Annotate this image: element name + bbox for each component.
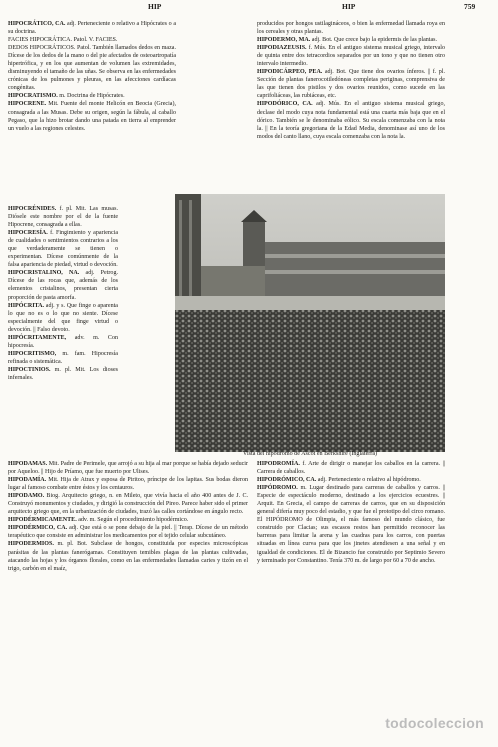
watermark-logo: todocoleccion [385, 715, 484, 731]
entry-definition: m. pl. Mit. Los dioses infernales. [8, 366, 118, 381]
dictionary-entry [8, 460, 248, 476]
entry-definition: adj. y s. Que finge o aparenta lo que no es o lo que no siente. Dícese especialmente del que finge virtud o devoción. || Falso devoto. [8, 302, 118, 333]
entry-definition: adv. m. Con hipocresía. [8, 334, 118, 349]
entry-definition: f. pl. Mit. Las musas. Diósele este nombre por el de la fuente Hipocrene, consagrada a ellas. [8, 206, 118, 229]
entry-definition: m. Lugar destinado para carreras de caballos y carros. || Especie de espectáculo moderno, destinado a los ejercicios ecuestres. || Arquit. En Grecia, el campo de carreras de carros, que en su disposición general difería muy poco del estadio, y que fue el prototipo del circo romano. El HIPÓDROMO de Olimpia, el más famoso del mundo clásico, fue construido por Clacias; sus escasos restos han permitido reconocer las barreras para limitar la arena y las cuadras para los carros, con puertas situadas en línea curva para que los jinetes atendiesen a una señal y en igualdad de condiciones. El de Bizancio fue construido por Septimio Severo y terminado por Constantino. Tenía 370 m. de largo por 60 a 70 de ancho. [257, 485, 445, 564]
dictionary-entry [257, 68, 445, 100]
entry-definition: Mit. Hija de Atrax y esposa de Piritoo, príncipe de los lapitas. Sus bodas dieron lugar al famoso combate entre éstos y los centauros. [8, 477, 248, 492]
dictionary-entry [8, 540, 248, 572]
dictionary-entry [8, 524, 248, 540]
dictionary-entry [8, 229, 118, 269]
entry-definition: adj. Perteneciente o relativo al hipódromo. [316, 477, 421, 484]
entry-headword: HIPODERMO, MA. [257, 37, 311, 44]
entry-headword: HIPODAMÍA. [8, 477, 47, 484]
entry-headword: HIPODICÁRPEO, PEA. [257, 69, 323, 76]
entry-headword: HIPÓCRITAMENTE, [8, 334, 67, 341]
entry-headword: HIPODRÓMICO, CA. [257, 477, 317, 484]
dictionary-entry [257, 36, 445, 44]
dictionary-entry [8, 44, 176, 92]
entry-headword: HIPÓCRITA. [8, 302, 45, 309]
entry-headword: HIPOCRISTALINO, NA. [8, 270, 80, 277]
entry-definition: FACIES HIPOCRÁTICA. Patol. V. FACIES. [8, 37, 118, 44]
entry-definition: f. Mús. En el antiguo sistema musical griego, intervalo de quinta entre dos tetracordios separados por un tono y que no tienen otro intervalo intermedio. [257, 45, 445, 68]
column-right-top [257, 20, 445, 141]
entry-definition: adj. Petrog. Dícese de las rocas que, además de los elementos cristalinos, presentan cierta proporción de pasta amorfa. [8, 270, 118, 301]
dictionary-entry [8, 334, 118, 350]
entry-headword: HIPOCTINIOS. [8, 366, 51, 373]
entry-headword: HIPOCRATISMO. [8, 93, 58, 100]
dictionary-entry [8, 205, 118, 229]
dictionary-entry [8, 516, 248, 524]
dictionary-entry [257, 476, 445, 484]
dictionary-entry [257, 484, 445, 564]
entry-headword: HIPODÓRICO, CA. [257, 101, 313, 108]
entry-definition: m. Doctrina de Hipócrates. [57, 93, 125, 100]
entry-headword: HIPODÉRMICO, CA. [8, 525, 68, 532]
entry-headword: HIPODAMO. [8, 493, 45, 500]
entry-definition: DEDOS HIPOCRÁTICOS. Patol. También llamados dedos en maza. Dícese de los dedos de la mano o del pie afectados de osteoartropatía hipertrófica, y en los que aumentan de volumen las extremidades, disminuyendo el tamaño de las uñas. Se observa en las enfermedades crónicas de los pulmones y pleuras, en las afecciones cardíacas congénitas. [8, 45, 176, 92]
header-left-word: HIP [148, 2, 162, 11]
dictionary-entry [257, 44, 445, 68]
racecourse-photo [175, 194, 445, 452]
page-number: 759 [464, 2, 476, 11]
entry-headword: HIPODIAZEUSIS. [257, 45, 307, 52]
column-left-top [8, 20, 176, 133]
entry-definition: adj. Mús. En el antiguo sistema musical griego, declase del modo cuya nota fundamental está una cuarta más baja que en el dórico. También se le denominaba eólico. Su escala comenzaba con la nota la. || En la teoría gregoriana de la Edad Media, denominase así uno de los modos del canto llano, cuya escala comenzaba con la nota la. [257, 101, 445, 140]
dictionary-entry [257, 100, 445, 140]
entry-definition: Mit. Padre de Perimele, que arrojó a su hija al mar porque se había dejado seducir por Aqueloo. || Hijo de Príamo, que fue muerto por Ulises. [8, 461, 248, 476]
entry-definition: m. pl. Bot. Subclase de hongos, constituida por especies microscópicas parásitas de las plantas fanerógamas. Constituyen temibles plagas de las plantas cultivadas, atacando las hojas y los órganos florales, como en las enfermedades llamadas caries y tizón en el trigo, carbón en el maíz, [8, 541, 248, 572]
column-left-middle [8, 205, 118, 382]
header-right-word: HIP [342, 2, 356, 11]
entry-definition: Biog. Arquitecto griego, n. en Mileto, que vivía hacia el año 400 antes de J. C. Construyó monumentos y ciudades, y dirigió la construcción del Pireo. Parece haber sido el primer arquitecto griego que, en la urbanización de ciudades, trazó las calles cortándose en ángulo recto. [8, 493, 248, 516]
photo-caption: Vista del hipódromo de Ascot en Berkshire (Inglaterra) [242, 451, 378, 457]
entry-headword: HIPODROMÍA. [257, 461, 300, 467]
entry-definition: adj. Bot. Que crece bajo la epidermis de las plantas. [310, 37, 438, 44]
entry-definition: Mit. Fuente del monte Helicón en Beocia (Grecia), consagrada a las Musas. Debe su origen, según la fábula, al caballo Pegaso, que la hizo brotar dando una patada en tierra al emprender un vuelo a las regiones celestes. [8, 101, 176, 132]
entry-definition: adj. Que está o se pone debajo de la piel. || Terap. Dícese de un método terapéutico que consiste en administrar los medicamentos por el tejido celular subcutáneo. [8, 525, 248, 540]
dictionary-entry [8, 366, 118, 382]
entry-headword: HIPODAMAS. [8, 461, 48, 467]
dictionary-entry [257, 20, 445, 36]
entry-definition: m. fam. Hipocresía refinada o sistemática. [8, 350, 118, 365]
dictionary-entry [8, 476, 248, 492]
dictionary-entry [8, 302, 118, 334]
entry-definition: adj. Bot. Que tiene dos ovarios ínferos. || f. pl. Sección de plantas fanerocotiledóneas completas periginas, comprensiva de las que tienen dos pistilos y dos ovarios reunidos, como sucede en las caprifoliáceas, las rubiáceas, etc. [257, 69, 445, 100]
entry-definition: producidos por hongos ustilagináceos, o bien la enfermedad llamada roya en los cereales y otras plantas. [257, 21, 445, 36]
entry-headword: HIPOCRITISMO, [8, 350, 57, 357]
entry-headword: HIPÓDROMO. [257, 485, 298, 492]
dictionary-entry [8, 492, 248, 516]
dictionary-entry [8, 20, 176, 36]
entry-headword: HIPODERMIOS. [8, 541, 54, 548]
entry-headword: HIPOCRESÍA. [8, 230, 48, 237]
entry-headword: HIPOCRÁTICO, CA. [8, 21, 66, 27]
entry-definition: adv. m. Según el procedimiento hipodérmico. [76, 517, 189, 524]
dictionary-entry [8, 36, 176, 44]
entry-definition: f. Fingimiento y apariencia de cualidades o sentimientos contrarios a los que verdaderamente se tienen o experimentan. Dícese comúnmente de la falsa apariencia de piedad, virtud o devoción. [8, 230, 118, 269]
column-left-bottom [8, 460, 248, 573]
running-header [24, 2, 474, 12]
entry-headword: HIPODÉRMICAMENTE. [8, 517, 77, 524]
entry-headword: HIPOCRÉNIDES. [8, 206, 57, 212]
dictionary-entry [8, 269, 118, 301]
column-right-bottom [257, 460, 445, 565]
entry-definition: adj. Perteneciente o relativo a Hipócrates o a su doctrina. [8, 21, 176, 36]
dictionary-entry [8, 350, 118, 366]
entry-definition: f. Arte de dirigir o manejar los caballos en la carrera. || Carrera de caballos. [257, 461, 445, 476]
dictionary-entry [8, 100, 176, 132]
entry-headword: HIPOCRENE. [8, 101, 47, 108]
dictionary-entry [257, 460, 445, 476]
dictionary-entry [8, 92, 176, 100]
